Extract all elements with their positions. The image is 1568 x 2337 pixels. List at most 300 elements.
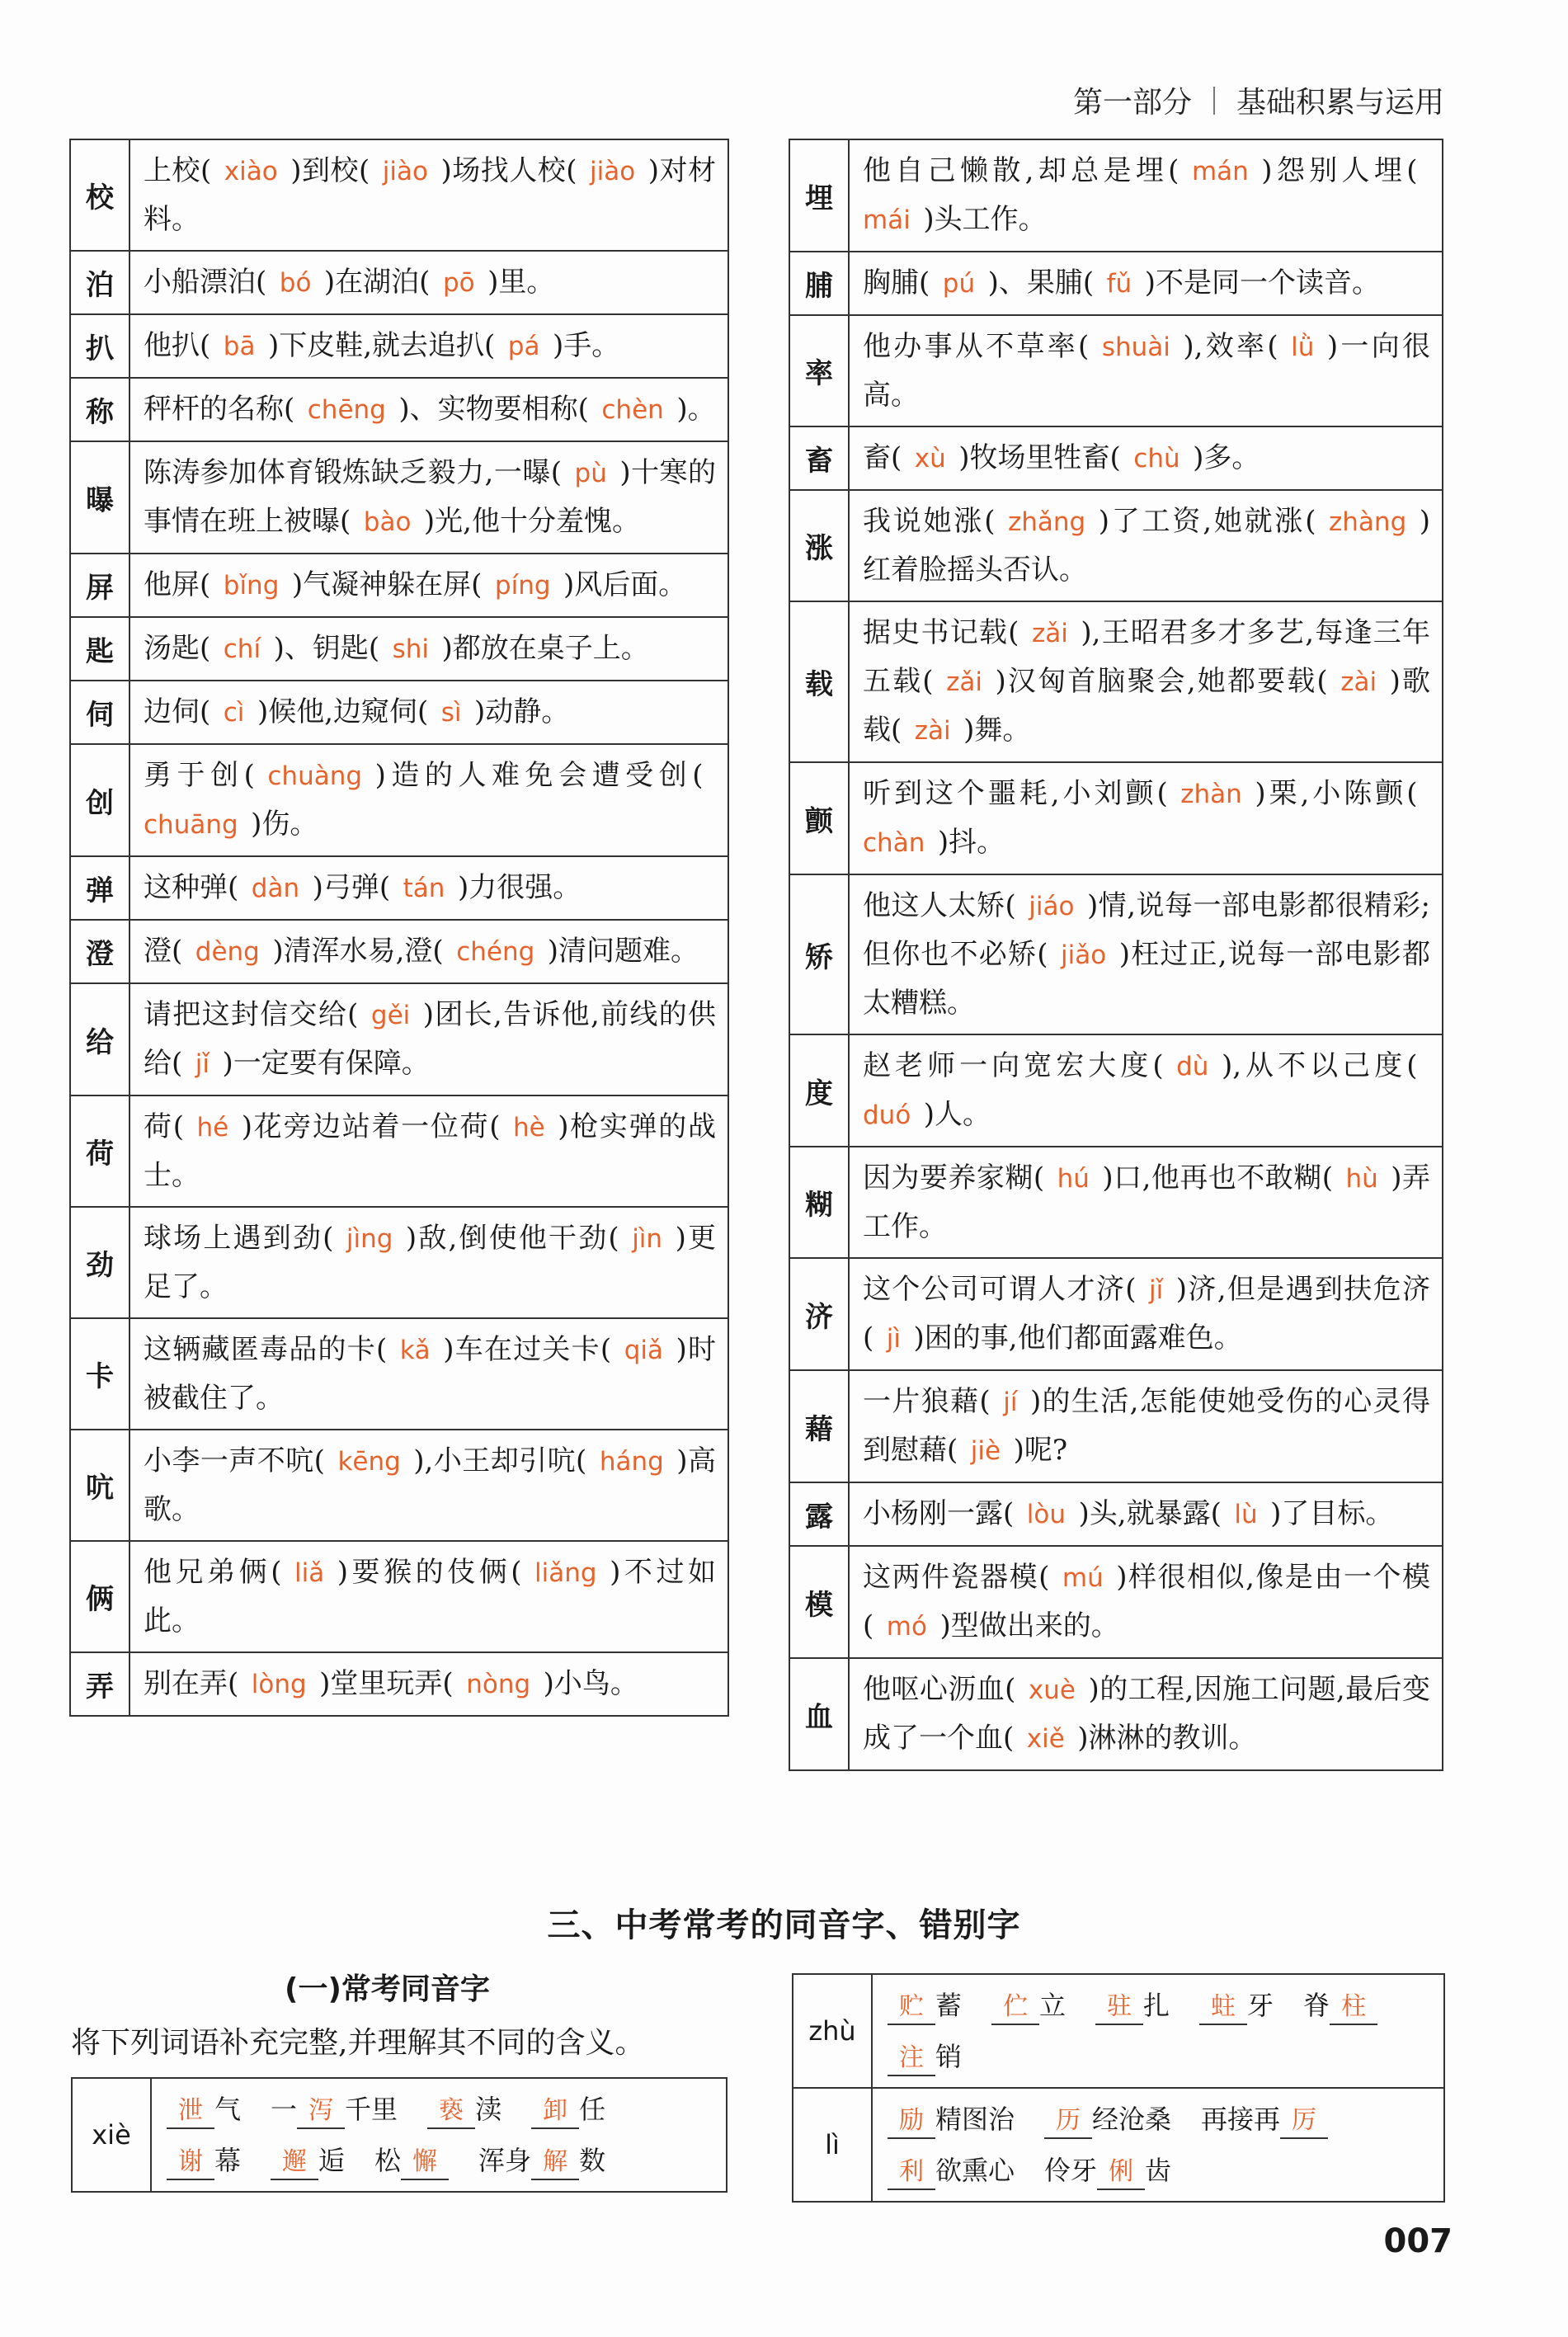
sentence-cell xyxy=(129,983,728,1095)
sentence-cell xyxy=(129,554,728,617)
sentence-text: )多。 xyxy=(1193,441,1260,474)
sentence-text: )十寒的事情在班上被曝( xyxy=(144,456,716,538)
pinyin-answer: lù xyxy=(1221,1500,1271,1529)
pinyin-answer: liǎng xyxy=(521,1558,610,1588)
pinyin-answer: bó xyxy=(266,268,324,298)
pinyin-answer: jǐ xyxy=(1136,1275,1176,1305)
headword-cell: 模 xyxy=(789,1546,849,1658)
sentence-cell xyxy=(849,1658,1443,1770)
sentence-text: )不是同一个读音。 xyxy=(1144,266,1380,299)
word-item xyxy=(427,2084,501,2135)
word-prefix: 脊 xyxy=(1303,1990,1330,2021)
word-prefix: 浑身 xyxy=(478,2145,532,2176)
table-row xyxy=(789,1370,1443,1482)
word-item xyxy=(1044,2145,1171,2196)
table-row xyxy=(789,139,1443,252)
sentence-text: )汉匈首脑聚会,她都要载( xyxy=(995,665,1328,698)
table-row xyxy=(789,874,1443,1034)
homophone-row xyxy=(72,2078,727,2192)
headword-cell: 泊 xyxy=(70,251,129,314)
homophone-row xyxy=(793,1974,1444,2088)
sentence-text: )呢? xyxy=(1013,1434,1068,1467)
sentence-cell xyxy=(129,314,728,378)
pinyin-answer: pá xyxy=(495,332,553,361)
pinyin-answer: jì xyxy=(873,1324,914,1354)
sentence-text: )红着脸摇头否认。 xyxy=(863,505,1431,587)
word-item xyxy=(1095,1980,1170,2031)
sentence-text: )栗,小陈颤( xyxy=(1255,777,1418,810)
pinyin-answer: jìn xyxy=(619,1224,676,1254)
instruction-text: 将下列词语补充完整,并理解其不同的含义。 xyxy=(71,2026,645,2060)
word-item xyxy=(478,2135,605,2186)
sentence-cell xyxy=(849,1258,1443,1370)
sentence-text: 他扒( xyxy=(144,329,211,362)
sentence-text: 荷( xyxy=(144,1110,184,1143)
sentence-text: )候他,边窥伺( xyxy=(257,695,429,728)
headword-cell: 荷 xyxy=(70,1095,129,1207)
table-row xyxy=(789,601,1443,762)
headword-cell: 矫 xyxy=(789,874,849,1034)
header-divider xyxy=(1213,87,1215,115)
sentence-text: 请把这封信交给( xyxy=(144,998,359,1031)
pinyin-answer: duó xyxy=(863,1052,1430,1130)
word-suffix: 渎 xyxy=(475,2094,502,2125)
headword-cell: 露 xyxy=(789,1482,849,1546)
headword-cell: 吭 xyxy=(70,1430,129,1541)
pinyin-answer: jiào xyxy=(370,157,441,186)
sentence-text: )牧场里牲畜( xyxy=(958,441,1121,474)
word-prefix: 一 xyxy=(271,2094,298,2125)
sentence-cell xyxy=(129,139,728,251)
headword-cell: 屏 xyxy=(70,554,129,617)
filled-blank: 贮 xyxy=(888,1991,935,2025)
table-row xyxy=(70,1652,728,1716)
sentence-text: )场找人校( xyxy=(440,154,577,187)
sentence-text: 据史书记载( xyxy=(863,616,1019,649)
sentence-cell xyxy=(849,426,1443,490)
word-item xyxy=(991,1980,1066,2031)
pinyin-answer: shi xyxy=(379,634,442,664)
table-row xyxy=(789,426,1443,490)
sentence-cell xyxy=(849,1546,1443,1658)
sentence-text: 这种弹( xyxy=(144,871,239,904)
headword-cell: 涨 xyxy=(789,490,849,601)
word-item xyxy=(1199,1980,1274,2031)
sentence-text: 这个公司可谓人才济( xyxy=(863,1273,1137,1306)
headword-cell: 卡 xyxy=(70,1318,129,1430)
sentence-cell xyxy=(849,252,1443,315)
pinyin-answer: zhǎng xyxy=(995,507,1099,537)
pinyin-answer: tán xyxy=(390,874,458,903)
table-row xyxy=(70,681,728,744)
pinyin-answer: lòu xyxy=(1014,1500,1079,1529)
headword-cell: 称 xyxy=(70,378,129,441)
headword-cell: 载 xyxy=(789,601,849,762)
sentence-text: )、果脯( xyxy=(987,266,1095,299)
word-item xyxy=(374,2135,449,2186)
sentence-text: )舞。 xyxy=(963,714,1031,747)
sentence-text: )在湖泊( xyxy=(323,266,431,299)
sentence-text: )高歌。 xyxy=(144,1444,717,1526)
pinyin-answer: zǎi xyxy=(1019,619,1081,648)
sentence-text: )的工程,因施工问题,最后变成了一个血( xyxy=(863,1673,1430,1755)
table-row xyxy=(789,490,1443,601)
word-suffix: 逅 xyxy=(318,2145,346,2176)
headword-cell: 澄 xyxy=(70,920,129,983)
sentence-text: )造的人难免会遭受创( xyxy=(374,759,704,792)
word-suffix: 数 xyxy=(579,2145,606,2176)
sentence-text: )一定要有保障。 xyxy=(222,1047,430,1080)
table-row xyxy=(70,1207,728,1318)
sentence-text: )人。 xyxy=(923,1098,991,1131)
sentence-text: )对材料。 xyxy=(144,154,717,236)
filled-blank: 懈 xyxy=(401,2146,449,2180)
word-prefix: 再接再 xyxy=(1201,2104,1281,2135)
headword-cell: 度 xyxy=(789,1034,849,1147)
sentence-cell xyxy=(849,601,1443,762)
pinyin-answer: hé xyxy=(183,1113,242,1143)
sentence-text: )光,他十分羞愧。 xyxy=(423,505,640,538)
word-suffix: 幕 xyxy=(214,2145,242,2176)
filled-blank: 卸 xyxy=(531,2094,579,2129)
pinyin-answer: chuāng xyxy=(144,761,716,840)
sentence-text: 他屏( xyxy=(144,568,211,601)
sentence-text: )头,就暴露( xyxy=(1078,1497,1222,1530)
pinyin-answer: chù xyxy=(1120,444,1194,474)
table-row xyxy=(789,1546,1443,1658)
table-row xyxy=(789,1258,1443,1370)
pinyin-answer: chèn xyxy=(588,395,677,425)
filled-blank: 泄 xyxy=(167,2094,214,2129)
sentence-text: 因为要养家糊( xyxy=(863,1161,1045,1194)
sentence-cell xyxy=(849,762,1443,874)
word-item xyxy=(167,2135,241,2186)
pinyin-answer: mó xyxy=(873,1612,940,1642)
pinyin-answer: jìng xyxy=(333,1224,406,1254)
sentence-text: )、实物要相称( xyxy=(398,393,589,426)
headword-cell: 弄 xyxy=(70,1652,129,1716)
word-list xyxy=(872,1974,1444,2088)
pinyin-answer: lòng xyxy=(238,1670,320,1699)
pinyin-answer: chuàng xyxy=(254,761,375,791)
sentence-cell xyxy=(849,315,1443,426)
sentence-text: )了工资,她就涨( xyxy=(1098,505,1316,538)
pinyin-answer: kǎ xyxy=(387,1336,444,1365)
sentence-cell xyxy=(129,1207,728,1318)
pinyin-answer: kēng xyxy=(324,1447,414,1477)
pinyin-answer: jiǎo xyxy=(1048,940,1119,970)
pinyin-answer: xiě xyxy=(1014,1724,1078,1754)
pinyin-key: lì xyxy=(793,2088,872,2202)
sentence-text: 球场上遇到劲( xyxy=(144,1222,334,1255)
filled-blank: 厉 xyxy=(1280,2104,1328,2139)
filled-blank: 驻 xyxy=(1095,1991,1143,2025)
word-item xyxy=(888,1980,962,2031)
polyphone-table-left xyxy=(69,139,729,1717)
sentence-text: 秤杆的名称( xyxy=(144,393,295,426)
sentence-text: )枪实弹的战士。 xyxy=(144,1110,717,1192)
pinyin-answer: pù xyxy=(562,459,620,488)
sentence-text: 畜( xyxy=(863,441,902,474)
sentence-cell xyxy=(849,1034,1443,1147)
homophone-row xyxy=(793,2088,1444,2202)
word-list xyxy=(872,2088,1444,2202)
sentence-text: )手。 xyxy=(552,329,620,362)
pinyin-answer: dàn xyxy=(238,874,313,903)
pinyin-answer: xiào xyxy=(211,157,291,186)
pinyin-answer: jiào xyxy=(577,157,648,186)
pinyin-answer: jí xyxy=(990,1388,1030,1417)
filled-blank: 俐 xyxy=(1097,2156,1145,2190)
pinyin-answer: xuè xyxy=(1015,1675,1089,1705)
sentence-text: 我说她涨( xyxy=(863,505,996,538)
page-header xyxy=(1073,79,1444,121)
sentence-text: )。 xyxy=(676,393,716,426)
pinyin-answer: chí xyxy=(210,634,274,664)
sentence-text: )清问题难。 xyxy=(547,935,699,968)
pinyin-answer: xù xyxy=(902,444,959,474)
pinyin-answer: jǐ xyxy=(182,1049,223,1079)
sentence-text: 这两件瓷器模( xyxy=(863,1561,1050,1594)
sentence-text: )歌载( xyxy=(863,665,1430,747)
table-row xyxy=(70,1541,728,1652)
sentence-text: )要猴的伎俩( xyxy=(337,1556,522,1589)
sentence-text: )敌,倒使他干劲( xyxy=(405,1222,619,1255)
word-item xyxy=(1303,1980,1377,2031)
sentence-text: )弄工作。 xyxy=(863,1161,1431,1243)
sentence-text: 他呕心沥血( xyxy=(863,1673,1016,1706)
sentence-text: )气凝神躲在屏( xyxy=(291,568,483,601)
filled-blank: 柱 xyxy=(1330,1991,1377,2025)
sentence-cell xyxy=(129,1541,728,1652)
sentence-cell xyxy=(129,920,728,983)
header-section: 基础积累与运用 xyxy=(1236,86,1444,120)
pinyin-answer: zài xyxy=(902,716,964,746)
homophone-table-left xyxy=(71,2077,727,2193)
pinyin-answer: hè xyxy=(500,1113,558,1143)
sentence-text: )风后面。 xyxy=(563,568,687,601)
headword-cell: 糊 xyxy=(789,1147,849,1258)
pinyin-answer: fǔ xyxy=(1094,269,1145,299)
sentence-cell xyxy=(849,1482,1443,1546)
pinyin-answer: qiǎ xyxy=(611,1336,676,1365)
word-item xyxy=(888,2145,1015,2196)
headword-cell: 曝 xyxy=(70,441,129,554)
sentence-text: 勇于创( xyxy=(144,759,255,792)
word-suffix: 立 xyxy=(1039,1990,1067,2021)
word-item xyxy=(1201,2094,1328,2145)
headword-cell: 劲 xyxy=(70,1207,129,1318)
sentence-text: )抖。 xyxy=(937,826,1005,859)
sentence-cell xyxy=(849,1147,1443,1258)
sentence-cell xyxy=(129,1095,728,1207)
table-row xyxy=(789,1658,1443,1770)
pinyin-answer: dèng xyxy=(182,937,273,967)
sentence-cell xyxy=(129,744,728,856)
headword-cell: 伺 xyxy=(70,681,129,744)
headword-cell: 创 xyxy=(70,744,129,856)
sentence-text: )济,但是遇到扶危济( xyxy=(863,1273,1431,1355)
pinyin-answer: cì xyxy=(210,698,257,728)
table-row xyxy=(70,314,728,378)
word-suffix: 牙 xyxy=(1247,1990,1274,2021)
sentence-cell xyxy=(129,617,728,681)
sentence-text: )情,说每一部电影都很精彩;但你也不必矫( xyxy=(863,889,1430,971)
sentence-text: 他这人太矫( xyxy=(863,889,1016,922)
sentence-text: )样很相似,像是由一个模( xyxy=(863,1561,1430,1642)
sentence-text: 一片狼藉( xyxy=(863,1385,991,1418)
filled-blank: 蛀 xyxy=(1199,1991,1247,2025)
pinyin-key: xiè xyxy=(72,2078,151,2192)
filled-blank: 伫 xyxy=(991,1991,1039,2025)
word-suffix: 齿 xyxy=(1145,2155,1172,2186)
pinyin-answer: pō xyxy=(430,268,488,298)
pinyin-answer: dù xyxy=(1163,1052,1222,1081)
sentence-text: 胸脯( xyxy=(863,266,930,299)
table-row xyxy=(70,251,728,314)
sentence-text: )车在过关卡( xyxy=(443,1333,612,1366)
table-row xyxy=(70,983,728,1095)
table-row xyxy=(70,554,728,617)
sentence-text: ),王昭君多才多艺,每逢三年五载( xyxy=(863,616,1430,698)
sentence-text: )堂里玩弄( xyxy=(319,1667,454,1700)
homophone-table-right xyxy=(792,1973,1445,2203)
pinyin-answer: jiáo xyxy=(1015,892,1087,921)
headword-cell: 济 xyxy=(789,1258,849,1370)
word-item xyxy=(888,2094,1015,2145)
sentence-text: )都放在桌子上。 xyxy=(441,632,649,665)
sentence-text: 陈涛参加体育锻炼缺乏毅力,一曝( xyxy=(144,456,563,489)
sentence-text: 澄( xyxy=(144,935,183,968)
headword-cell: 匙 xyxy=(70,617,129,681)
word-suffix: 千里 xyxy=(345,2094,398,2125)
headword-cell: 校 xyxy=(70,139,129,251)
pinyin-key: zhù xyxy=(793,1974,872,2088)
word-item xyxy=(271,2084,398,2135)
sentence-cell xyxy=(849,1370,1443,1482)
sentence-text: 他兄弟俩( xyxy=(144,1556,282,1589)
sentence-text: ),从不以己度( xyxy=(1221,1049,1418,1082)
table-row xyxy=(789,1147,1443,1258)
headword-cell: 埋 xyxy=(789,139,849,252)
table-row xyxy=(70,1430,728,1541)
word-suffix: 任 xyxy=(579,2094,606,2125)
pinyin-answer: bā xyxy=(210,332,268,361)
sentence-text: )时被截住了。 xyxy=(144,1333,717,1415)
headword-cell: 俩 xyxy=(70,1541,129,1652)
sentence-cell xyxy=(129,1430,728,1541)
sentence-text: )困的事,他们都面露难色。 xyxy=(913,1322,1242,1355)
pinyin-answer: shuài xyxy=(1089,332,1184,362)
sentence-cell xyxy=(129,441,728,554)
sentence-cell xyxy=(849,139,1443,252)
sentence-cell xyxy=(849,874,1443,1034)
pinyin-answer: zài xyxy=(1327,667,1390,697)
subsection-title: (一)常考同音字 xyxy=(285,1972,490,2006)
sentence-text: )弓弹( xyxy=(312,871,391,904)
sentence-text: )下皮鞋,就去追扒( xyxy=(267,329,496,362)
sentence-text: 小杨刚一露( xyxy=(863,1497,1015,1530)
sentence-text: )口,他再也不敢糊( xyxy=(1102,1161,1333,1194)
sentence-text: )小鸟。 xyxy=(543,1667,638,1700)
pinyin-answer: mú xyxy=(1049,1563,1117,1593)
headword-cell: 颤 xyxy=(789,762,849,874)
filled-blank: 泻 xyxy=(297,2094,345,2129)
sentence-text: 小李一声不吭( xyxy=(144,1444,325,1477)
sentence-text: )里。 xyxy=(487,266,555,299)
table-row xyxy=(789,252,1443,315)
sentence-text: 听到这个噩耗,小刘颤( xyxy=(863,777,1168,810)
word-suffix: 精图治 xyxy=(935,2104,1015,2135)
word-prefix: 松 xyxy=(374,2145,402,2176)
sentence-text: )花旁边站着一位荷( xyxy=(241,1110,501,1143)
word-suffix: 蓄 xyxy=(935,1990,963,2021)
filled-blank: 谢 xyxy=(167,2146,214,2180)
pinyin-answer: jiè xyxy=(958,1436,1014,1466)
sentence-text: )不过如此。 xyxy=(144,1556,717,1637)
table-row xyxy=(789,1482,1443,1546)
sentence-cell xyxy=(129,251,728,314)
sentence-text: 赵老师一向宽宏大度( xyxy=(863,1049,1164,1082)
word-prefix: 伶牙 xyxy=(1044,2155,1098,2186)
section-title: 三、中考常考的同音字、错别字 xyxy=(547,1906,1021,1944)
sentence-cell xyxy=(129,856,728,920)
headword-cell: 给 xyxy=(70,983,129,1095)
headword-cell: 弹 xyxy=(70,856,129,920)
table-row xyxy=(70,856,728,920)
sentence-text: )清浑水易,澄( xyxy=(272,935,444,968)
filled-blank: 亵 xyxy=(427,2094,475,2129)
word-suffix: 欲熏心 xyxy=(935,2155,1015,2186)
pinyin-answer: gěi xyxy=(358,1001,423,1030)
sentence-text: )到校( xyxy=(290,154,370,187)
pinyin-answer: mái xyxy=(863,157,1430,235)
headword-cell: 畜 xyxy=(789,426,849,490)
table-row xyxy=(70,139,728,251)
pinyin-answer: háng xyxy=(586,1447,677,1477)
pinyin-answer: mán xyxy=(1179,157,1262,186)
headword-cell: 率 xyxy=(789,315,849,426)
sentence-text: ),小王却引吭( xyxy=(413,1444,587,1477)
pinyin-answer: pú xyxy=(930,269,988,299)
word-item xyxy=(888,2031,962,2082)
sentence-text: )了目标。 xyxy=(1270,1497,1394,1530)
word-list xyxy=(151,2078,727,2192)
sentence-text: 他自己懒散,却总是埋( xyxy=(863,154,1180,187)
pinyin-answer: chēng xyxy=(294,395,399,425)
sentence-text: )伤。 xyxy=(251,808,318,841)
sentence-cell xyxy=(129,1652,728,1716)
table-row xyxy=(789,315,1443,426)
table-row xyxy=(70,1095,728,1207)
sentence-cell xyxy=(849,490,1443,601)
word-suffix: 气 xyxy=(214,2094,242,2125)
word-item xyxy=(1044,2094,1171,2145)
sentence-text: 边伺( xyxy=(144,695,211,728)
table-row xyxy=(789,762,1443,874)
filled-blank: 注 xyxy=(888,2042,935,2076)
sentence-text: 汤匙( xyxy=(144,632,211,665)
sentence-text: )的生活,怎能使她受伤的心灵得到慰藉( xyxy=(863,1385,1431,1467)
sentence-text: )怨别人埋( xyxy=(1261,154,1418,187)
sentence-text: )更足了。 xyxy=(144,1222,717,1303)
table-row xyxy=(70,617,728,681)
pinyin-answer: píng xyxy=(482,571,564,601)
pinyin-answer: lǜ xyxy=(1278,332,1327,362)
word-item xyxy=(271,2135,345,2186)
word-item xyxy=(531,2084,605,2135)
table-row xyxy=(70,378,728,441)
